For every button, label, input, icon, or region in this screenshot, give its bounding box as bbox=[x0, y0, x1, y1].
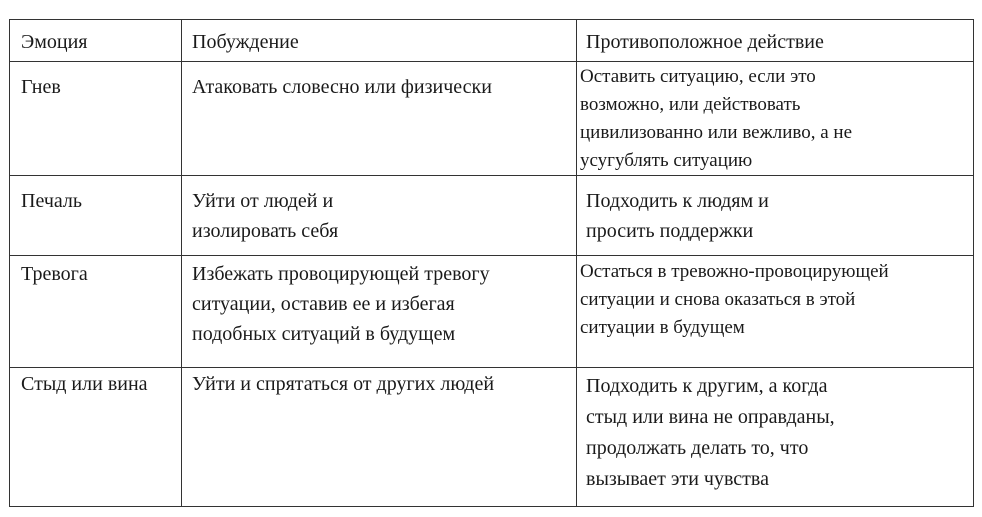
opposite-action-cell bbox=[577, 62, 974, 176]
urge-line: ситуации, оставив ее и избегая bbox=[192, 293, 455, 315]
header-urge: Побуждение bbox=[182, 20, 577, 62]
opposite-line: Подходить к людям и bbox=[586, 190, 769, 212]
opposite-action-cell bbox=[577, 176, 974, 256]
urge-line: Избежать провоцирующей тревогу bbox=[192, 263, 490, 285]
table-row-anger bbox=[10, 62, 974, 176]
emotion-cell: Гнев bbox=[10, 62, 182, 176]
opposite-line: ситуации в будущем bbox=[580, 317, 745, 338]
urge-line: Уйти и спрятаться от других людей bbox=[192, 373, 495, 395]
opposite-line: продолжать делать то, что bbox=[586, 437, 809, 459]
urge-cell bbox=[182, 176, 577, 256]
opposite-line: Остаться в тревожно-провоцирующей bbox=[580, 261, 889, 282]
opposite-line: стыд или вина не оправданы, bbox=[586, 406, 835, 428]
urge-cell bbox=[182, 368, 577, 507]
urge-cell bbox=[182, 256, 577, 368]
opposite-action-cell bbox=[577, 368, 974, 507]
urge-line: Атаковать словесно или физически bbox=[192, 76, 492, 98]
emotion-cell: Стыд или вина bbox=[10, 368, 182, 507]
table-header-row bbox=[10, 20, 974, 62]
table-row-shame-guilt bbox=[10, 368, 974, 507]
emotion-action-table bbox=[9, 19, 974, 507]
opposite-line: просить поддержки bbox=[586, 220, 754, 242]
urge-cell bbox=[182, 62, 577, 176]
emotion-cell: Тревога bbox=[10, 256, 182, 368]
urge-line: подобных ситуаций в будущем bbox=[192, 323, 456, 345]
opposite-line: возможно, или действовать bbox=[580, 94, 801, 115]
urge-line: изолировать себя bbox=[192, 220, 339, 242]
table-row-sadness bbox=[10, 176, 974, 256]
opposite-line: цивилизованно или вежливо, а не bbox=[580, 122, 853, 143]
opposite-line: Оставить ситуацию, если это bbox=[580, 66, 816, 87]
header-opposite-action: Противоположное действие bbox=[577, 20, 974, 62]
opposite-line: вызывает эти чувства bbox=[586, 468, 769, 490]
emotion-cell: Печаль bbox=[10, 176, 182, 256]
opposite-action-cell bbox=[577, 256, 974, 368]
table-row-anxiety bbox=[10, 256, 974, 368]
opposite-line: ситуации и снова оказаться в этой bbox=[580, 289, 856, 310]
opposite-line: Подходить к другим, а когда bbox=[586, 375, 828, 397]
urge-line: Уйти от людей и bbox=[192, 190, 334, 212]
opposite-line: усугублять ситуацию bbox=[580, 150, 753, 171]
header-emotion: Эмоция bbox=[10, 20, 182, 62]
